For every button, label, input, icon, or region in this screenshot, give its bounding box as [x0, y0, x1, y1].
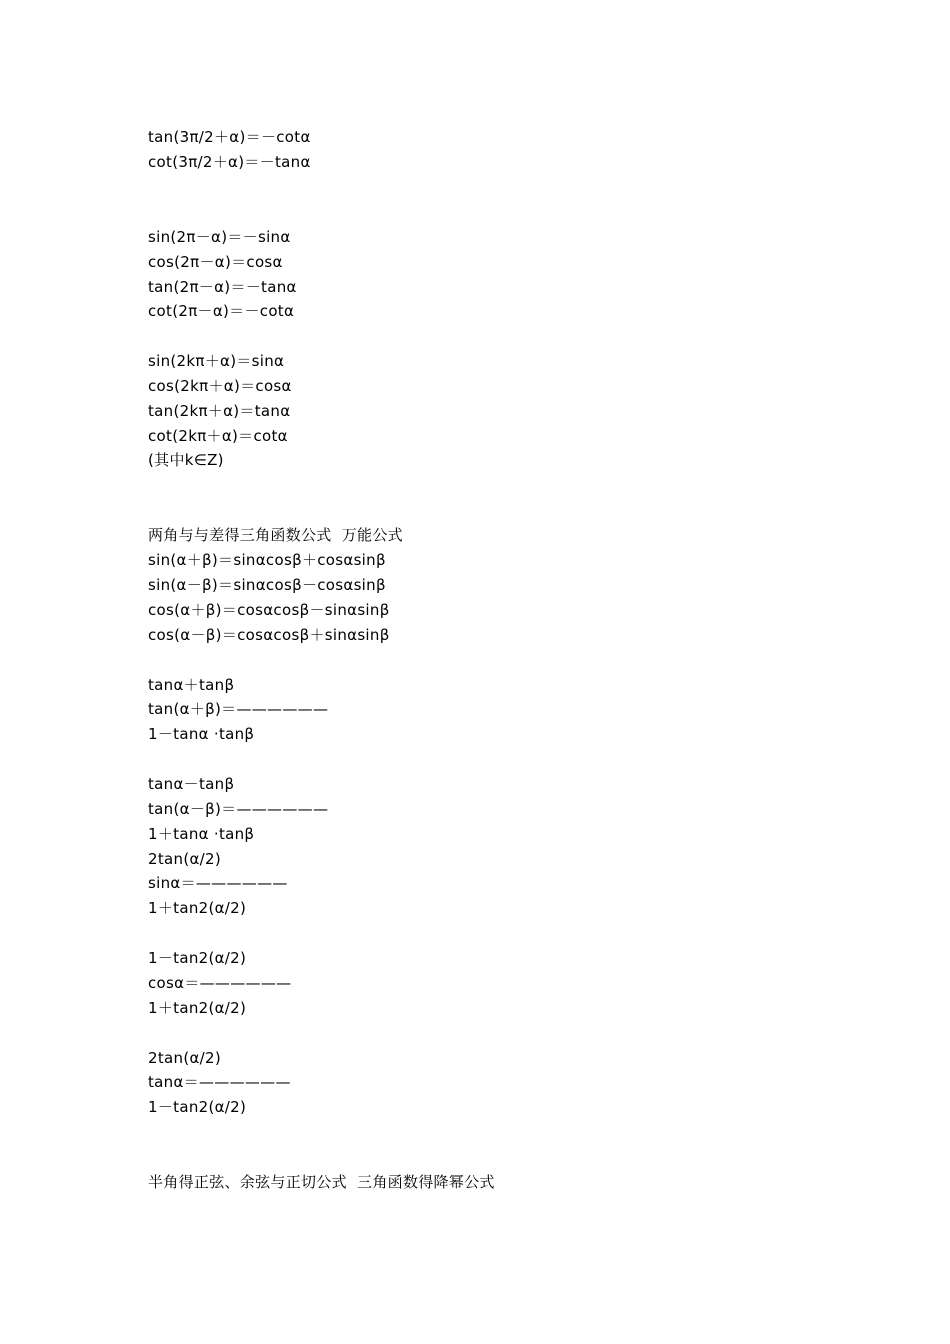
- sin-universal-numerator: 2tan(α/2): [148, 850, 222, 868]
- tan-universal-denominator: 1－tan2(α/2): [148, 1098, 247, 1116]
- formula-tan-3pi2-plus: tan(3π/2＋α)＝－cotα: [148, 128, 311, 146]
- formula-sin-sum: sin(α＋β)＝sinαcosβ＋cosαsinβ: [148, 551, 386, 569]
- tan-universal-fraction-line: tanα＝——————: [148, 1073, 291, 1091]
- section-heading-sum-difference: 两角与与差得三角函数公式 万能公式: [148, 526, 403, 544]
- formula-cos-2pi-minus: cos(2π－α)＝cosα: [148, 253, 283, 271]
- cos-universal-fraction-line: cosα＝——————: [148, 974, 292, 992]
- formula-tan-2pi-minus: tan(2π－α)＝－tanα: [148, 278, 297, 296]
- tan-diff-denominator: 1＋tanα ·tanβ: [148, 825, 255, 843]
- formula-cot-2pi-minus: cot(2π－α)＝－cotα: [148, 302, 295, 320]
- sin-universal-fraction-line: sinα＝——————: [148, 874, 288, 892]
- formula-cos-diff: cos(α－β)＝cosαcosβ＋sinαsinβ: [148, 626, 390, 644]
- section-heading-half-angle: 半角得正弦、余弦与正切公式 三角函数得降幂公式: [148, 1173, 495, 1191]
- formula-tan-2kpi-plus: tan(2kπ＋α)＝tanα: [148, 402, 291, 420]
- formula-cos-sum: cos(α＋β)＝cosαcosβ－sinαsinβ: [148, 601, 390, 619]
- tan-sum-denominator: 1－tanα ·tanβ: [148, 725, 255, 743]
- formula-sin-2kpi-plus: sin(2kπ＋α)＝sinα: [148, 352, 285, 370]
- tan-diff-numerator: tanα－tanβ: [148, 775, 235, 793]
- sin-universal-denominator: 1＋tan2(α/2): [148, 899, 247, 917]
- tan-diff-fraction-line: tan(α－β)＝——————: [148, 800, 329, 818]
- tan-universal-numerator: 2tan(α/2): [148, 1049, 222, 1067]
- formula-sin-2pi-minus: sin(2π－α)＝－sinα: [148, 228, 291, 246]
- tan-sum-fraction-line: tan(α＋β)＝——————: [148, 700, 329, 718]
- note-k-in-z: (其中k∈Z): [148, 451, 224, 469]
- cos-universal-numerator: 1－tan2(α/2): [148, 949, 247, 967]
- formula-cot-3pi2-plus: cot(3π/2＋α)＝－tanα: [148, 153, 311, 171]
- formula-cos-2kpi-plus: cos(2kπ＋α)＝cosα: [148, 377, 292, 395]
- tan-sum-numerator: tanα＋tanβ: [148, 676, 235, 694]
- formula-cot-2kpi-plus: cot(2kπ＋α)＝cotα: [148, 427, 288, 445]
- cos-universal-denominator: 1＋tan2(α/2): [148, 999, 247, 1017]
- formula-sin-diff: sin(α－β)＝sinαcosβ－cosαsinβ: [148, 576, 386, 594]
